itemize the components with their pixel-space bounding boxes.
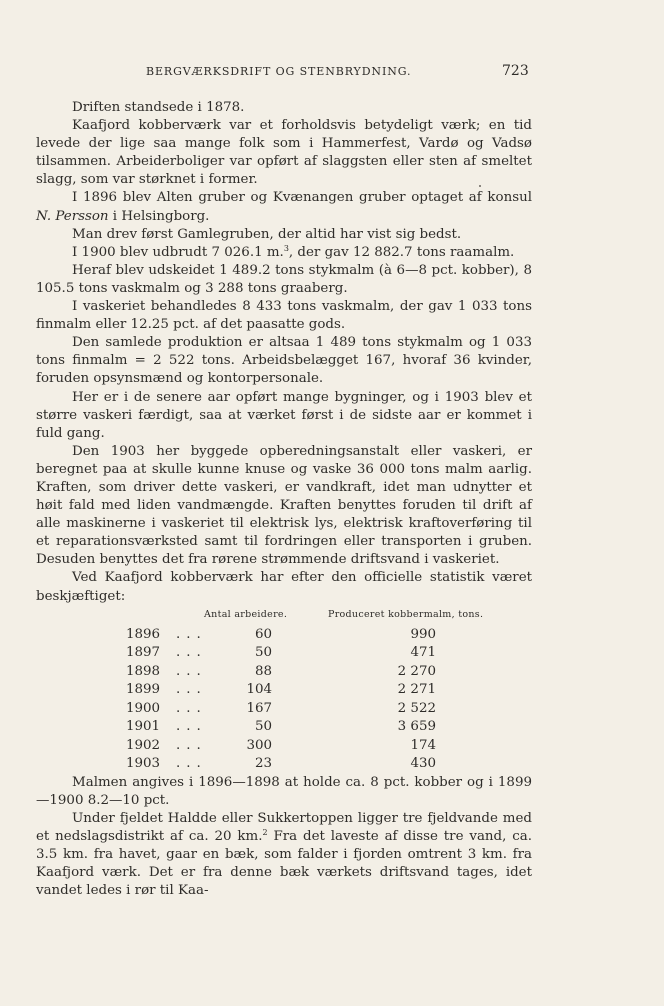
running-title: BERGVÆRKSDRIFT OG STENBRYDNING. [146,65,412,78]
table-row [36,663,532,681]
page-number: 723 [502,63,529,79]
text-run: Her er i de senere aar opført mange bygninger, og i 1903 blev et større vaskeri færdigt, saa at værket først i de sidste aar er kommet i fuld gang. [36,389,532,441]
statistics-table [36,606,532,770]
text-run: I vaskeriet behandledes 8 433 tons vaskmalm, der gav 1 033 tons finmalm eller 12.25 pct. af det paasatte gods. [36,299,532,333]
row-workers: 104 [246,682,272,698]
row-production: 174 [410,737,436,753]
row-leader-dots: ... [176,645,207,661]
row-production: 471 [410,645,436,661]
row-year: 1897 [126,645,161,661]
row-year: 1898 [126,663,161,679]
table-row [36,755,532,773]
row-production: 2 271 [397,682,436,698]
text-run: Malmen angives i 1896—1898 at holde ca. 8 pct. kobber og i 1899—1900 8.2—10 pct. [36,774,532,808]
column-header-production: Produceret kobbermalm, tons. [328,608,484,620]
row-workers: 60 [254,626,272,642]
superscript: 3 [283,243,289,253]
paragraph [36,334,532,388]
row-leader-dots: ... [176,719,207,735]
table-row [36,644,532,662]
table-row [36,700,532,718]
row-year: 1900 [126,700,161,716]
text-run: Den 1903 her byggede opberedningsanstalt eller vaskeri, er beregnet paa at skulle kunne knuse og vaske 36 000 tons malm aarlig. Kraften, som driver dette vaskeri, er vandkraft, idet man udnytter et høit fald med liden vandmængde. Kraften benyttes foruden til drift af alle maskinerne i vaskeriet til elektrisk lys, elektrisk kraftoverføring til et reparationsværksted samt til fordringen eller transporten i gruben. Desuden benyttes det fra rørene strømmende driftsvand i vaskeriet. [36,443,532,568]
row-leader-dots: ... [176,626,207,642]
row-workers: 50 [254,645,272,661]
row-year: 1899 [126,682,161,698]
paragraph [36,99,532,117]
superscript: 2 [262,827,268,837]
row-year: 1902 [126,737,161,753]
paragraph [36,389,532,443]
text-run: Heraf blev udskeidet 1 489.2 tons stykmalm (à 6—8 pct. kobber), 8 105.5 tons vaskmalm og 3 288 tons graaberg. [36,262,532,296]
paragraphs-after-table [36,774,532,901]
row-leader-dots: ... [176,700,207,716]
row-workers: 23 [254,756,272,772]
text-run: , der gav 12 882.7 tons raamalm. [288,244,515,260]
row-workers: 300 [246,737,272,753]
text-run: Under fjeldet Haldde eller Sukkertoppen ligger tre fjeldvande med et nedslagsdistrikt af ca. 20 km. [36,810,532,844]
row-production: 430 [410,756,436,772]
column-header-workers: Antal arbeidere. [204,608,288,620]
table-row [36,718,532,736]
text-run: Driften standsede i 1878. [72,100,245,115]
row-leader-dots: ... [176,663,207,679]
text-run: Man drev først Gamlegruben, der altid har vist sig bedst. [72,226,462,242]
row-year: 1896 [126,626,161,642]
row-workers: 167 [246,700,272,716]
row-year: 1901 [126,719,161,735]
paragraph [36,262,532,298]
paragraph [36,298,532,334]
paragraph [36,569,532,605]
paragraph [36,117,532,189]
text-run: Den samlede produktion er altsaa 1 489 tons stykmalm og 1 033 tons finmalm = 2 522 tons. Arbeidsbelægget 167, hvoraf 36 kvinder, foruden opsynsmænd og kontorpersonale. [36,335,532,387]
text-run: I 1896 blev Alten gruber og Kvænangen gruber optaget af konsul [72,190,532,206]
row-production: 990 [410,626,436,642]
row-leader-dots: ... [176,737,207,753]
row-production: 2 522 [397,700,436,716]
paragraph [36,774,532,810]
text-run: I 1900 blev udbrudt 7 026.1 m. [72,244,284,260]
paragraph [36,443,532,570]
row-production: 3 659 [397,719,436,735]
text-run: Fra det laveste af disse tre vand, ca. 3.5 km. fra havet, gaar en bæk, som falder i fjorden omtrent 3 km. fra Kaafjord værk. Det er fra denne bæk værkets driftsvand tages, idet vandet ledes i rør til Kaa- [36,828,532,899]
row-workers: 88 [254,663,272,679]
paragraph [36,244,532,262]
text-run: Ved Kaafjord kobberværk har efter den officielle statistik været beskjæftiget: [36,570,532,604]
text-run: Kaafjord kobberværk var et forholdsvis betydeligt værk; en tid levede der lige saa mange folk som i Hammerfest, Vardø og Vadsø tilsammen. Arbeiderboliger var opført af slaggsten eller sten af smeltet slagg, som var størknet i former. [36,118,532,188]
text-run: i Helsingborg. [108,208,210,224]
table-row [36,681,532,699]
paragraph [36,810,532,900]
table-row [36,737,532,755]
paragraph [36,226,532,244]
paragraph [36,189,532,225]
row-leader-dots: ... [176,756,207,772]
body-text [36,99,532,900]
paragraphs-before-table [36,99,532,606]
table-row [36,626,532,644]
row-leader-dots: ... [176,682,207,698]
italic-name: N. Persson [36,208,109,224]
row-year: 1903 [126,756,161,772]
row-production: 2 270 [397,663,436,679]
row-workers: 50 [254,719,272,735]
